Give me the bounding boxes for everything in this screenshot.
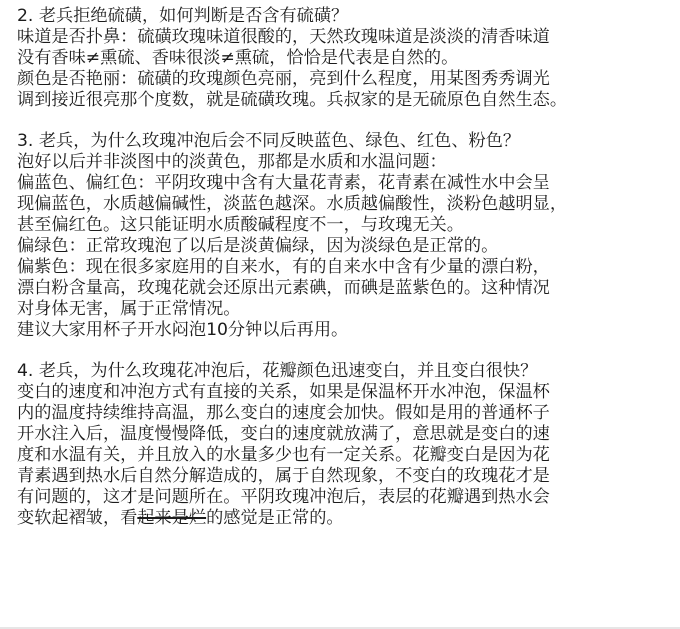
section-heading: 3. 老兵，为什么玫瑰冲泡后会不同反映蓝色、绿色、红色、粉色？ (17, 131, 521, 151)
text-line: 甚至偏红色。这只能证明水质酸碱程度不一，与玫瑰无关。 (17, 215, 464, 235)
section-gap (17, 341, 672, 361)
text-line-last (17, 508, 672, 529)
text-line: 现偏蓝色，水质越偏碱性，淡蓝色越深。水质越偏酸性，淡粉色越明显， (17, 194, 568, 214)
text-line: 有问题的，这才是问题所在。平阴玫瑰冲泡后，表层的花瓣遇到热水会 (17, 487, 550, 507)
text-line: 泡好以后并非淡图中的淡黄色，那都是水质和水温问题： (17, 152, 447, 172)
text-line: 开水注入后，温度慢慢降低，变白的速度就放满了，意思就是变白的速 (17, 424, 550, 444)
text-line: 建议大家用杯子开水闷泡10分钟以后再用。 (17, 320, 349, 340)
section-gap (17, 111, 672, 131)
text-line: 内的温度持续维持高温，那么变白的速度会加快。假如是用的普通杯子 (17, 403, 550, 423)
text-line: 偏蓝色、偏红色：平阴玫瑰中含有大量花青素，花青素在减性水中会呈 (17, 173, 550, 193)
text-line: 变白的速度和冲泡方式有直接的关系，如果是保温杯开水冲泡，保温杯 (17, 382, 550, 402)
text-line: 颜色是否艳丽：硫磺的玫瑰颜色亮丽，亮到什么程度，用某图秀秀调光 (17, 69, 550, 89)
section-petal-whitening (17, 361, 672, 529)
section-brew-colors (17, 131, 672, 341)
section-heading: 4. 老兵，为什么玫瑰花冲泡后，花瓣颜色迅速变白，并且变白很快？ (17, 361, 538, 381)
section-heading: 2. 老兵拒绝硫磺，如何判断是否含有硫磺？ (17, 6, 349, 26)
text-line: 对身体无害，属于正常情况。 (17, 299, 241, 319)
struck-text: 起来是烂 (137, 508, 207, 528)
text-after-strike: 的感觉是正常的。 (206, 508, 344, 528)
text-line: 偏紫色：现在很多家庭用的自来水，有的自来水中含有少量的漂白粉， (17, 257, 550, 277)
text-line: 调到接近很亮那个度数，就是硫磺玫瑰。兵叔家的是无硫原色自然生态。 (17, 90, 568, 110)
text-line: 度和水温有关，并且放入的水量多少也有一定关系。花瓣变白是因为花 (17, 445, 550, 465)
text-before-strike: 变软起褶皱，看 (17, 508, 138, 528)
text-line: 青素遇到热水后自然分解造成的，属于自然现象，不变白的玫瑰花才是 (17, 466, 550, 486)
text-line: 漂白粉含量高，玫瑰花就会还原出元素碘，而碘是蓝紫色的。这种情况 (17, 278, 550, 298)
section-sulfur-check (17, 6, 672, 111)
text-line: 没有香味≠熏硫、香味很淡≠熏硫，恰恰是代表是自然的。 (17, 48, 459, 68)
text-line: 味道是否扑鼻：硫磺玫瑰味道很酸的，天然玫瑰味道是淡淡的清香味道 (17, 27, 550, 47)
text-line: 偏绿色：正常玫瑰泡了以后是淡黄偏绿，因为淡绿色是正常的。 (17, 236, 499, 256)
